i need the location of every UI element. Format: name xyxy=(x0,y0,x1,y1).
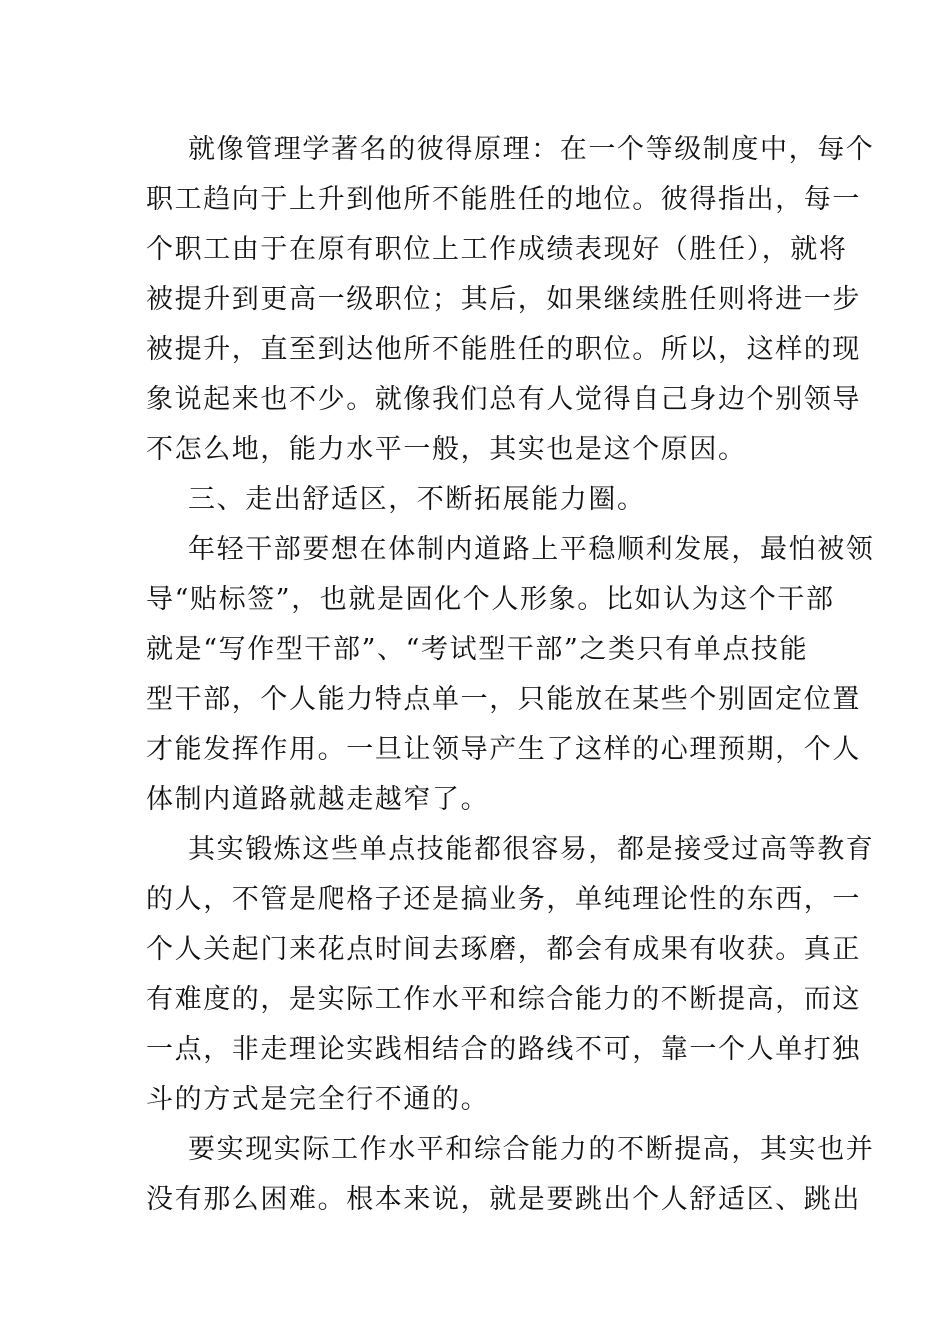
text-line: 象说起来也不少。就像我们总有人觉得自己身边个别领导 xyxy=(146,384,861,415)
text-line: 不怎么地，能力水平一般，其实也是这个原因。 xyxy=(146,434,747,465)
text-line: 个职工由于在原有职位上工作成绩表现好（胜任），就将 xyxy=(146,234,848,265)
text-line: 的人，不管是爬格子还是搞业务，单纯理论性的东西，一 xyxy=(146,884,861,915)
text-line: 年轻干部要想在体制内道路上平稳顺利发展，最怕被领 xyxy=(188,534,875,565)
text-line: 个人关起门来花点时间去琢磨，都会有成果有收获。真正 xyxy=(146,934,861,965)
text-line: 导“贴标签”，也就是固化个人形象。比如认为这个干部 xyxy=(146,584,835,615)
text-line: 其实锻炼这些单点技能都很容易，都是接受过高等教育 xyxy=(188,834,875,865)
text-line: 就是“写作型干部”、“考试型干部”之类只有单点技能 xyxy=(146,634,809,665)
text-line: 没有那么困难。根本来说，就是要跳出个人舒适区、跳出 xyxy=(146,1184,861,1215)
text-line: 要实现实际工作水平和综合能力的不断提高，其实也并 xyxy=(188,1134,875,1165)
text-line: 才能发挥作用。一旦让领导产生了这样的心理预期，个人 xyxy=(146,734,861,765)
text-line: 职工趋向于上升到他所不能胜任的地位。彼得指出，每一 xyxy=(146,184,861,215)
text-line: 体制内道路就越走越窄了。 xyxy=(146,784,490,815)
text-line: 斗的方式是完全行不通的。 xyxy=(146,1084,490,1115)
text-line: 三、走出舒适区，不断拓展能力圈。 xyxy=(188,484,646,515)
document-body xyxy=(146,125,875,1225)
text-line: 型干部，个人能力特点单一，只能放在某些个别固定位置 xyxy=(146,684,861,715)
text-line: 一点，非走理论实践相结合的路线不可，靠一个人单打独 xyxy=(146,1034,861,1065)
text-line: 被提升到更高一级职位；其后，如果继续胜任则将进一步 xyxy=(146,284,861,315)
text-line: 有难度的，是实际工作水平和综合能力的不断提高，而这 xyxy=(146,984,861,1015)
text-line: 被提升，直至到达他所不能胜任的职位。所以，这样的现 xyxy=(146,334,861,365)
text-line: 就像管理学著名的彼得原理：在一个等级制度中，每个 xyxy=(188,134,875,165)
